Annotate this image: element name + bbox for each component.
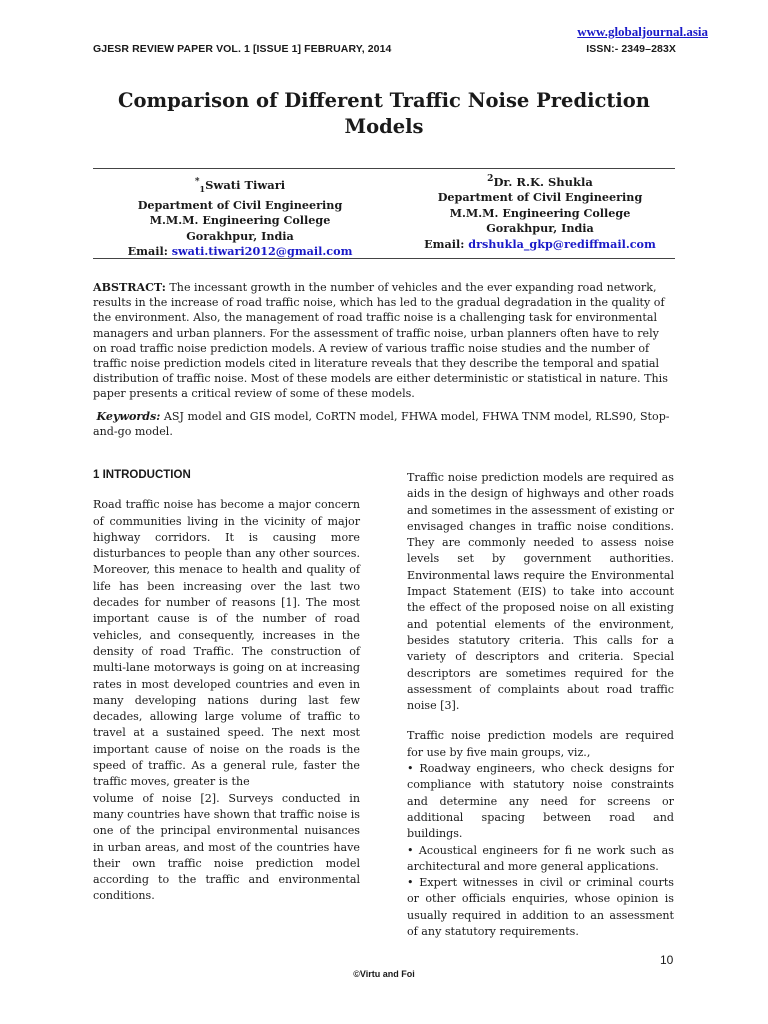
- author-block-1: [115, 175, 365, 260]
- author-divider-bottom: [93, 258, 675, 259]
- keywords-label: Keywords:: [96, 410, 161, 423]
- author-location: Gorakhpur, India: [186, 228, 294, 243]
- author-college: M.M.M. Engineering College: [449, 205, 631, 220]
- author-email: Email: drshukla_gkp@rediffmail.com: [424, 236, 656, 251]
- keywords: [93, 409, 676, 439]
- section-heading: 1 INTRODUCTION: [93, 469, 191, 481]
- journal-info: GJESR REVIEW PAPER VOL. 1 [ISSUE 1] FEBRUARY, 2014: [93, 43, 392, 55]
- author-department: Department of Civil Engineering: [437, 190, 643, 205]
- bullet-item: • Acoustical engineers for fi ne work such as architectural and more general applications.: [407, 843, 674, 873]
- email-link[interactable]: swati.tiwari2012@gmail.com: [171, 244, 353, 259]
- author-email: Email: swati.tiwari2012@gmail.com: [127, 244, 353, 259]
- left-column: [93, 467, 360, 905]
- running-header: [93, 43, 676, 55]
- right-paragraph-2: Traffic noise prediction models are required for use by five main groups, viz.,: [407, 729, 674, 759]
- author-name: $^2$Dr. R.K. Shukla: [487, 174, 593, 189]
- author-department: Department of Civil Engineering: [137, 197, 343, 212]
- intro-paragraph-2: volume of noise [2]. Surveys conducted in many countries have shown that traffic noise is one of the principal environmental nuisances in urban areas, and most of the countries have their own traffic noise prediction model according to the traffic and environmental conditions.: [93, 791, 360, 903]
- author-divider-top: [93, 168, 675, 169]
- footer-copyright: ©Virtu and Foi: [353, 969, 415, 979]
- keywords-text: ASJ model and GIS model, CoRTN model, FHWA model, FHWA TNM model, RLS90, Stop-and-go model.: [93, 410, 670, 439]
- author-college: M.M.M. Engineering College: [149, 213, 331, 228]
- author-location: Gorakhpur, India: [486, 221, 594, 236]
- bullet-item: • Expert witnesses in civil or criminal courts or other officials enquiries, whose opinion is usually required in addition to an assessment of any statutory requirements.: [407, 876, 674, 939]
- abstract-text: The incessant growth in the number of vehicles and the ever expanding road network, results in the increase of road traffic noise, which has led to the gradual degradation in the quality of the environment. Also, the management of road traffic noise is a challenging task for environmental managers and urban planners. For the assessment of traffic noise, urban planners often have to rely on road traffic noise prediction models. A review of various traffic noise studies and the number of traffic noise prediction models cited in literature reveals that they describe the temporal and spatial distribution of traffic noise. Most of these models are either deterministic or statistical in nature. This paper presents a critical review of some of these models.: [93, 281, 668, 401]
- issn: ISSN:- 2349–283X: [586, 43, 676, 55]
- right-column: [407, 470, 674, 940]
- bullet-item: • Roadway engineers, who check designs for compliance with statutory noise constraints and determine any need for screens or additional spacing between road and buildings.: [407, 762, 674, 841]
- author-name: *$_1$Swati Tiwari: [194, 177, 286, 195]
- author-block-2: [415, 172, 665, 252]
- abstract-label: ABSTRACT:: [93, 281, 166, 294]
- right-paragraph-1: Traffic noise prediction models are required as aids in the design of highways and other roads and sometimes in the assessment of existing or envisaged changes in traffic noise conditions. They are commonly needed to assess noise levels set by government authorities. Environmental laws require the Environmental Impact Statement (EIS) to take into account the effect of the proposed noise on all existing and potential elements of the environment, besides statutory criteria. This calls for a variety of descriptors and criteria. Special descriptors are sometimes required for the assessment of complaints about road traffic noise [3].: [407, 471, 674, 713]
- email-link[interactable]: drshukla_gkp@rediffmail.com: [468, 236, 656, 251]
- journal-website-link[interactable]: www.globaljournal.asia: [577, 24, 708, 39]
- abstract: [93, 280, 676, 402]
- page-number: 10: [660, 953, 674, 967]
- intro-paragraph-1: Road traffic noise has become a major concern of communities living in the vicinity of major highway corridors. It is causing more disturbances to people than any other sources. Moreover, this menace to health and quality of life has been increasing over the last two decades for number of reasons [1]. The most important cause is of the number of road vehicles, and consequently, increases in the density of road Traffic. The construction of multi-lane motorways is going on at increasing rates in most developed countries and even in many developing nations during last few decades, allowing large volume of traffic to travel at a sustained speed. The next most important cause of noise on the roads is the speed of traffic. As a general rule, faster the traffic moves, greater is the: [93, 498, 360, 789]
- paper-title: Comparison of Different Traffic Noise Prediction Models: [118, 89, 650, 138]
